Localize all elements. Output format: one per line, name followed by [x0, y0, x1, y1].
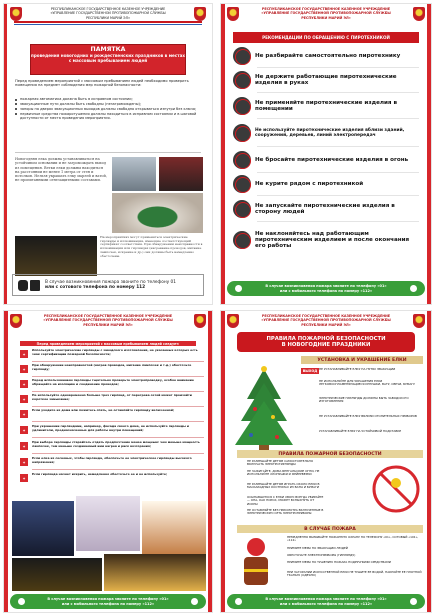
hall-photo: [112, 157, 156, 191]
list-item: НЕ УСТАНАВЛИВАЙТЕ ЕЛКУ НА ПУТЯХ ЭВАКУАЦИИ: [319, 367, 396, 371]
pyro-rule: Не бросайте пиротехнические изделия в огонь: [233, 150, 421, 170]
phone-icon: [410, 598, 417, 605]
divider: [32, 421, 204, 422]
memo-intro: Перед проведением мероприятий с массовым пребыванием людей необходимо проверить помещения на предмет соблюдения мер пожарной безопасности:: [15, 79, 189, 88]
garland-icon: ✦: [20, 410, 28, 418]
phone-icon: [18, 280, 40, 291]
section-heading: УСТАНОВКА И УКРАШЕНИЕ ЕЛКИ: [301, 356, 423, 364]
divider: [257, 221, 419, 222]
list-item: Перед использованием гирлянды тщательно проверьте электропроводку, особое внимание обращайте на изоляцию и соединение проводов;: [32, 378, 194, 386]
list-item: НЕ РАЗРЕШАЙТЕ ДЕТЯМ ИГРАТЬ ОКОЛО ЕЛКИ В МАСКАРАДНЫХ КОСТЮМАХ ИЗ ВАТЫ И БУМАГИ: [247, 482, 320, 490]
lean-icon: [233, 231, 251, 249]
poster-stripe: [427, 311, 431, 612]
garland-photo: [15, 236, 97, 276]
garland-icon: ✦: [20, 426, 28, 434]
list-item: Используйте электрические гирлянды с заводского изготовления, не указанных которых есть знак сертификации пожарной безопасности;: [32, 348, 198, 356]
list-item: При обнаружении неисправностей (нагрев проводов, мигание лампочек и т.д.) обесточьте гирлянду;: [32, 363, 192, 371]
pyro-rule: Не запускайте пиротехнические изделия в сторону людей: [233, 199, 421, 219]
poster-pyrotechnics: [220, 3, 432, 305]
poster-stripe: [427, 4, 431, 304]
divider: [32, 406, 204, 407]
pyro-rule: Не держите работающие пиротехнические изделия в руках: [233, 70, 421, 90]
list-item: Не используйте одновременно больше трех гирлянд, от перегрева сетей может произойти короткое замыкание;: [32, 393, 192, 401]
garland-band: Перед проведением мероприятий с массовым пребыванием людей следует:: [20, 341, 196, 346]
list-item: НЕ ИСПОЛЬЗУЙТЕ ДЛЯ УКРАШЕНИЯ ЕЛКИ ЛЕГКОВОСПЛАМЕНЯЮЩИЕСЯ ИГРУШКИ, ВАТУ, СВЕЧИ, БУМАГУ: [319, 379, 415, 387]
list-item: ЭЛЕКТРИЧЕСКИЕ ГИРЛЯНДЫ ДОЛЖНЫ БЫТЬ ЗАВОДСКОГО ИЗГОТОВЛЕНИЯ: [319, 396, 409, 404]
decor-band: [14, 21, 202, 23]
poster-stripe: [208, 311, 212, 612]
divider: [257, 172, 419, 173]
fire-icon: [233, 151, 251, 169]
list-item: ПРИ ЗАГОРАНИИ ИСКУССТВЕННОЙ ЕЛКИ НЕ ТУШИТЕ ЕЕ ВОДОЙ, НАКРОЙТЕ ЕЕ ПЛОТНОЙ ТКАНЬЮ (ОДЕЯЛО): [287, 570, 422, 578]
divider: [32, 361, 204, 362]
garland-icon: ✦: [20, 380, 28, 388]
section-heading: В СЛУЧАЕ ПОЖАРА: [237, 525, 423, 533]
list-item: При выборе гирлянды старайтесь отдать предпочтение менее мощным: чем меньше мощность лампочек, тем меньше создаваемый ими нагрев и риск возгорания;: [32, 440, 200, 448]
list-item: первичные средства пожаротушения должны находиться в исправном состоянии и в шаговой доступности от места проведения мероприятия.: [15, 112, 201, 121]
list-item: ПРИМИТЕ МЕРЫ ПО ЭВАКУАЦИИ ЛЮДЕЙ: [287, 546, 348, 550]
poster-memo: [3, 3, 213, 305]
garland-photo: [76, 496, 140, 551]
tree-photo: [159, 157, 203, 191]
garland-icon: ✦: [20, 474, 28, 482]
list-item: НЕ ОСТАВЛЯЙТЕ БЕЗ ПРИСМОТРА ВКЛЮЧЕННЫЕ В ЭЛЕКТРИЧЕСКУЮ СЕТЬ ЭЛЕКТРОПРИБОРЫ: [247, 508, 324, 516]
divider: [15, 152, 201, 153]
org-header: РЕСПУБЛИКАНСКОЕ ГОСУДАРСТВЕННОЕ КАЗЕННОЕ УЧРЕЖДЕНИЕ «УПРАВЛЕНИЕ ГОСУДАРСТВЕННОЙ ПРОТИВОПОЖАРНОЙ СЛУЖБЫ РЕСПУБЛИКИ МАРИЙ ЭЛ»: [43, 314, 173, 327]
emergency-footer: В случае возникновения пожара звоните по телефону «01» или с мобильного телефона по номеру «112»: [227, 594, 425, 609]
pyro-rule: Не наклоняйтесь над работающим пиротехническим изделием и после окончания его работы: [233, 225, 421, 255]
decor-band: [14, 24, 202, 25]
section-heading: ПРАВИЛА ПОЖАРНОЙ БЕЗОПАСНОСТИ: [237, 450, 423, 458]
emergency-footer: В случае возникновения пожара звоните по телефону 01 или с сотового телефона по номеру 112: [12, 274, 204, 296]
divider: [257, 92, 419, 93]
building-icon: [233, 124, 251, 142]
hand-firework-icon: [233, 71, 251, 89]
garland-photo: [142, 501, 206, 556]
list-item: НЕ УСТАНАВЛИВАЙТЕ ЕЛКУ ВБЛИЗИ ОТОПИТЕЛЬНЫХ ПРИБОРОВ: [319, 414, 417, 418]
pyro-rule: Не используйте пиротехнические изделия вблизи зданий, сооружений, деревьев, линий электропередач: [233, 121, 421, 145]
list-item: Если елка из сосновых, чтобы гирлянда, обеспечьте ее электрическое гирлянды высокого напряжения;: [32, 456, 192, 464]
list-item: ОБЕСТОЧЬТЕ ЭЛЕКТРОПРИБОРЫ (ГИРЛЯНДУ): [287, 553, 356, 557]
phone-icon: [18, 598, 25, 605]
pyro-title: РЕКОМЕНДАЦИИ ПО ОБРАЩЕНИЮ С ПИРОТЕХНИКОЙ: [233, 32, 419, 43]
garland-text: На мероприятиях могут применяться электрические гирлянды и иллюминация, имеющие соответствующий сертификат соответствия. При обнаружении неисправности в иллюминации или гирляндах (нагревание проводов, мигание лампочек, искрение и др.) они должны быть немедленно обесточены.: [100, 235, 203, 258]
christmas-tree-icon: [231, 365, 297, 457]
tree-photo: [112, 193, 203, 233]
memo-subtitle: проведения новогодних и рождественских праздников в местах с массовым пребыванием людей: [31, 53, 186, 63]
garland-icon: ✦: [20, 442, 28, 450]
divider: [32, 376, 204, 377]
divider: [32, 437, 204, 438]
fire-rules-title: ПРАВИЛА ПОЖАРНОЙ БЕЗОПАСНОСТИ В НОВОГОДНИЕ ПРАЗДНИКИ: [237, 332, 415, 352]
garland-photo: [12, 558, 102, 591]
garland-icon: ✦: [20, 458, 28, 466]
list-item: ПРИМИТЕ МЕРЫ ПО ТУШЕНИЮ ПОЖАРА ПОДРУЧНЫМИ СРЕДСТВАМИ: [287, 560, 391, 564]
emergency-footer: В случае возникновения пожара звоните по телефону «01» или с мобильного телефона по номеру «112»: [10, 594, 206, 609]
pyro-rule: Не курите рядом с пиротехникой: [233, 175, 421, 193]
divider: [32, 469, 204, 470]
dismantle-icon: [233, 47, 251, 65]
list-item: НЕМЕДЛЕННО ВЫЗЫВАЙТЕ ПОЖАРНУЮ ОХРАНУ ПО ТЕЛЕФОНУ «01», СОТОВЫЙ «101», «112»: [287, 535, 419, 543]
indoor-icon: [233, 97, 251, 115]
org-header: РЕСПУБЛИКАНСКОЕ ГОСУДАРСТВЕННОЕ КАЗЕННОЕ УЧРЕЖДЕНИЕ «УПРАВЛЕНИЕ ГОСУДАРСТВЕННОЙ ПРОТИВОПОЖАРНОЙ СЛУЖБЫ РЕСПУБЛИКИ МАРИЙ ЭЛ»: [50, 7, 166, 20]
divider: [257, 146, 419, 147]
list-item: НЕ ЗАЖИГАЙТЕ, ДОМА БЕНГАЛЬСКИЕ ОГНИ, НЕ ИСПОЛЬЗУЙТЕ ХЛОПУШКИ И ФЕЙЕРВЕРКИ: [247, 469, 320, 477]
org-header: РЕСПУБЛИКАНСКОЕ ГОСУДАРСТВЕННОЕ КАЗЕННОЕ УЧРЕЖДЕНИЕ «УПРАВЛЕНИЕ ГОСУДАРСТВЕННОЙ ПРОТИВОПОЖАРНОЙ СЛУЖБЫ РЕСПУБЛИКИ МАРИЙ ЭЛ»: [261, 7, 391, 20]
list-item: эвакуационные пути должны быть свободны (незагромождены);: [15, 102, 201, 106]
list-item: УСТАНАВЛИВАЙТЕ ЕЛКУ НА УСТОЙЧИВОЙ ПОДСТАВКЕ: [319, 429, 402, 433]
garland-icon: ✦: [20, 365, 28, 373]
poster-stripe: [4, 4, 7, 304]
garland-photo: [104, 554, 206, 591]
org-header: РЕСПУБЛИКАНСКОЕ ГОСУДАРСТВЕННОЕ КАЗЕННОЕ УЧРЕЖДЕНИЕ «УПРАВЛЕНИЕ ГОСУДАРСТВЕННОЙ ПРОТИВОПОЖАРНОЙ СЛУЖБЫ РЕСПУБЛИКИ МАРИЙ ЭЛ»: [261, 314, 391, 327]
divider: [257, 118, 419, 119]
tree-text: Новогодняя елка должна устанавливаться на устойчивом основании и не загромождать выход из помещения. Ветки елки должны находиться на расстоянии не менее 1 метра от стен и потолков. Нельзя украшать елку марлей и ватой, не пропитанными огнезащитными составами.: [15, 157, 107, 183]
pyro-rule: Не разбирайте самостоятельно пиротехнику: [233, 46, 421, 66]
list-item: запоры на дверях эвакуационных выходов должны свободно открываться изнутри без ключа;: [15, 107, 201, 111]
list-item: ОСЫПАВШУЮСЯ С ЕЛКИ ХВОЮ ВСЕГДА УБИРАЙТЕ — ОНА, КАК ПОРОХ, МОЖЕТ ВСПЫХНУТЬ ОТ ИСКРЫ: [247, 495, 324, 506]
divider: [32, 391, 204, 392]
poster-garlands: [3, 310, 213, 613]
divider: [257, 67, 419, 68]
divider: [257, 195, 419, 196]
list-item: НЕ РАЗРЕШАЙТЕ ДЕТЯМ САМОСТОЯТЕЛЬНО ВКЛЮЧАТЬ ЭЛЕКТРОГИРЛЯНДЫ: [247, 459, 314, 467]
garland-icon: ✦: [20, 350, 28, 358]
list-item: пожарная автоматика должна быть в исправном состоянии;: [15, 97, 201, 101]
emergency-footer: В случае возникновения пожара звоните по телефону «01» или с мобильного телефона по номеру «112»: [227, 281, 425, 296]
exit-sign: ВЫХОД: [302, 369, 318, 373]
garland-icon: ✦: [20, 395, 28, 403]
people-icon: [233, 200, 251, 218]
divider: [32, 453, 204, 454]
phone-icon: [235, 598, 242, 605]
phone-icon: [235, 285, 242, 292]
firefighter-icon: [231, 535, 281, 593]
poster-stripe: [221, 4, 225, 304]
poster-stripe: [221, 311, 225, 612]
garland-photo: [12, 501, 74, 556]
poster-fire-rules: [220, 310, 432, 613]
memo-title: ПАМЯТКА: [90, 46, 126, 53]
pyro-rule: Не применяйте пиротехнические изделия в помещении: [233, 96, 421, 116]
list-item: Если гирлянда начнет искрить, немедленно обесточьте ее и не используйте;: [32, 472, 168, 476]
poster-stripe: [4, 311, 8, 612]
memo-bullets: [15, 97, 201, 121]
phone-icon: [410, 285, 417, 292]
list-item: Если уходите из дома или ложитесь спать, не оставляйте гирлянду включенной;: [32, 408, 175, 412]
sparkler-prohibited-icon: [371, 459, 421, 519]
memo-title-block: [30, 44, 186, 75]
phone-icon: [191, 598, 198, 605]
smoking-icon: [233, 175, 251, 193]
list-item: При украшении гирляндами, например, фасада своего дома, не используйте гирлянды и удлинители, предназначенные для работы внутри помещений;: [32, 424, 190, 432]
